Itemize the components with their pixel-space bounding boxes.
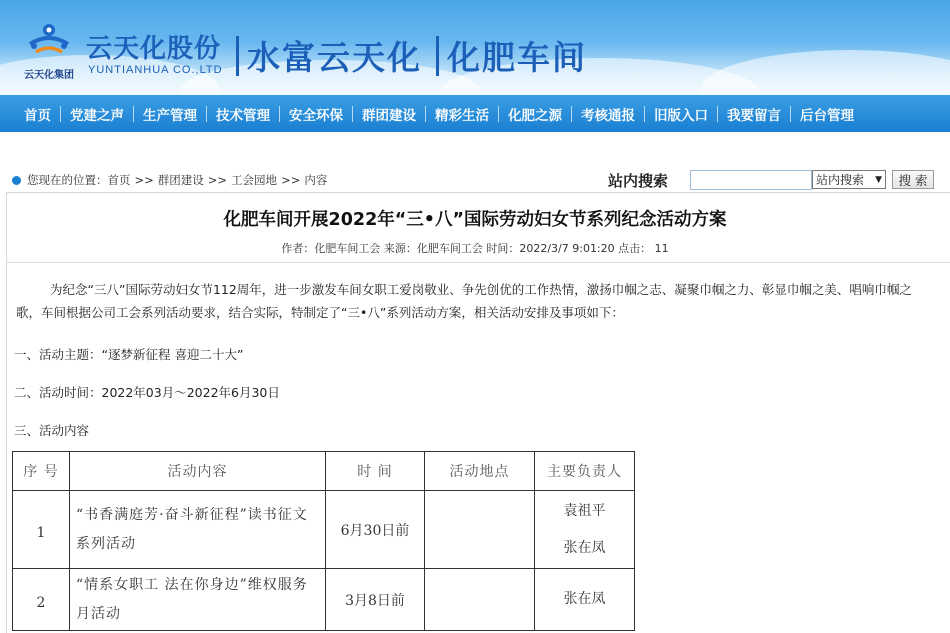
company-logo-icon — [26, 22, 72, 62]
nav-item-admin[interactable]: 后台管理 — [800, 107, 854, 124]
nav-item-home[interactable]: 首页 — [24, 107, 51, 124]
banner-cloud — [700, 50, 950, 95]
table-header-cell: 时 间 — [326, 452, 425, 491]
leader-name: 张在凤 — [563, 591, 606, 607]
main-nav — [0, 95, 950, 132]
search-label: 站内搜索 — [608, 172, 669, 190]
article-item-theme: 一、活动主题：“逐梦新征程 喜迎二十大” — [14, 347, 244, 362]
article-title: 化肥车间开展2022年“三•八”国际劳动妇女节系列纪念活动方案 — [223, 210, 727, 230]
table-cell-time: 3月8日前 — [326, 569, 425, 631]
breadcrumb-separator: >> — [134, 173, 154, 187]
leader-name: 张在凤 — [563, 539, 606, 556]
chevron-down-icon: ▼ — [875, 174, 882, 185]
leader-name: 袁祖平 — [563, 502, 606, 519]
location-bullet-icon — [12, 176, 21, 185]
table-cell-place — [425, 569, 535, 631]
site-title: 水富云天化 — [247, 38, 422, 77]
table-cell-content: “书香满庭芳·奋斗新征程”读书征文系列活动 — [70, 491, 326, 569]
breadcrumb-link-groups[interactable]: 群团建设 — [157, 173, 204, 187]
table-row — [13, 491, 635, 569]
table-header-cell: 活动内容 — [70, 452, 326, 491]
table-cell-content: “情系女职工 法在你身边”维权服务月活动 — [70, 569, 326, 631]
brand-name: 云天化股份 — [86, 34, 222, 64]
nav-item-safety[interactable]: 安全环保 — [289, 107, 343, 124]
article-item-content: 三、活动内容 — [14, 423, 90, 438]
breadcrumb-separator: >> — [207, 173, 228, 187]
activity-table — [12, 451, 635, 631]
nav-item-source[interactable]: 化肥之源 — [508, 107, 562, 124]
table-row — [13, 569, 635, 631]
breadcrumb-link-union[interactable]: 工会园地 — [231, 173, 278, 187]
divider — [6, 262, 950, 263]
nav-item-production[interactable]: 生产管理 — [143, 107, 197, 124]
breadcrumb-current: 内容 — [304, 173, 328, 187]
site-banner — [0, 0, 950, 95]
table-cell-leaders — [535, 569, 635, 631]
table-cell-leaders — [535, 491, 635, 569]
article-meta: 作者：化肥车间工会 来源：化肥车间工会 时间：2022/3/7 9:01:20 点击： 11 — [281, 242, 669, 255]
table-cell-time: 6月30日前 — [326, 491, 425, 569]
nav-item-assessment[interactable]: 考核通报 — [581, 107, 635, 124]
table-header-row — [13, 452, 635, 491]
table-header-cell: 序 号 — [13, 452, 70, 491]
nav-item-life[interactable]: 精彩生活 — [435, 107, 489, 124]
breadcrumb — [12, 172, 331, 188]
table-cell-place — [425, 491, 535, 569]
site-subtitle: 化肥车间 — [447, 38, 587, 77]
brand-name-english: YUNTIANHUA CO.,LTD — [88, 64, 223, 76]
nav-item-groups[interactable]: 群团建设 — [362, 107, 416, 124]
nav-item-old-version[interactable]: 旧版入口 — [654, 107, 708, 124]
logo-caption: 云天化集团 — [24, 70, 74, 81]
table-header-cell: 活动地点 — [425, 452, 535, 491]
search-input[interactable] — [690, 170, 812, 190]
article-intro: 为纪念“三八”国际劳动妇女节112周年，进一步激发车间女职工爱岗敬业、争先创优的工作热情，激扬巾帼之志、凝聚巾帼之力、彰显巾帼之美、唱响巾帼之歌，车间根据公司工会系列活动要求，结合实际，特制定了“三•八”系列活动方案，相关活动安排及事项如下： — [16, 282, 912, 320]
banner-divider — [436, 36, 439, 76]
breadcrumb-link-home[interactable]: 首页 — [107, 173, 131, 187]
table-cell-number: 2 — [13, 569, 70, 631]
search-button[interactable]: 搜 索 — [892, 170, 934, 189]
breadcrumb-separator: >> — [281, 173, 301, 187]
breadcrumb-prefix: 您现在的位置： — [27, 173, 108, 187]
article-item-time: 二、活动时间：2022年03月～2022年6月30日 — [14, 385, 280, 400]
banner-divider — [236, 36, 239, 76]
nav-item-message[interactable]: 我要留言 — [727, 107, 781, 124]
table-cell-number: 1 — [13, 491, 70, 569]
search-scope-select[interactable] — [812, 170, 886, 189]
table-header-cell: 主要负责人 — [535, 452, 635, 491]
nav-item-technology[interactable]: 技术管理 — [216, 107, 270, 124]
search-scope-value: 站内搜索 — [816, 173, 865, 187]
nav-item-party[interactable]: 党建之声 — [70, 107, 124, 124]
